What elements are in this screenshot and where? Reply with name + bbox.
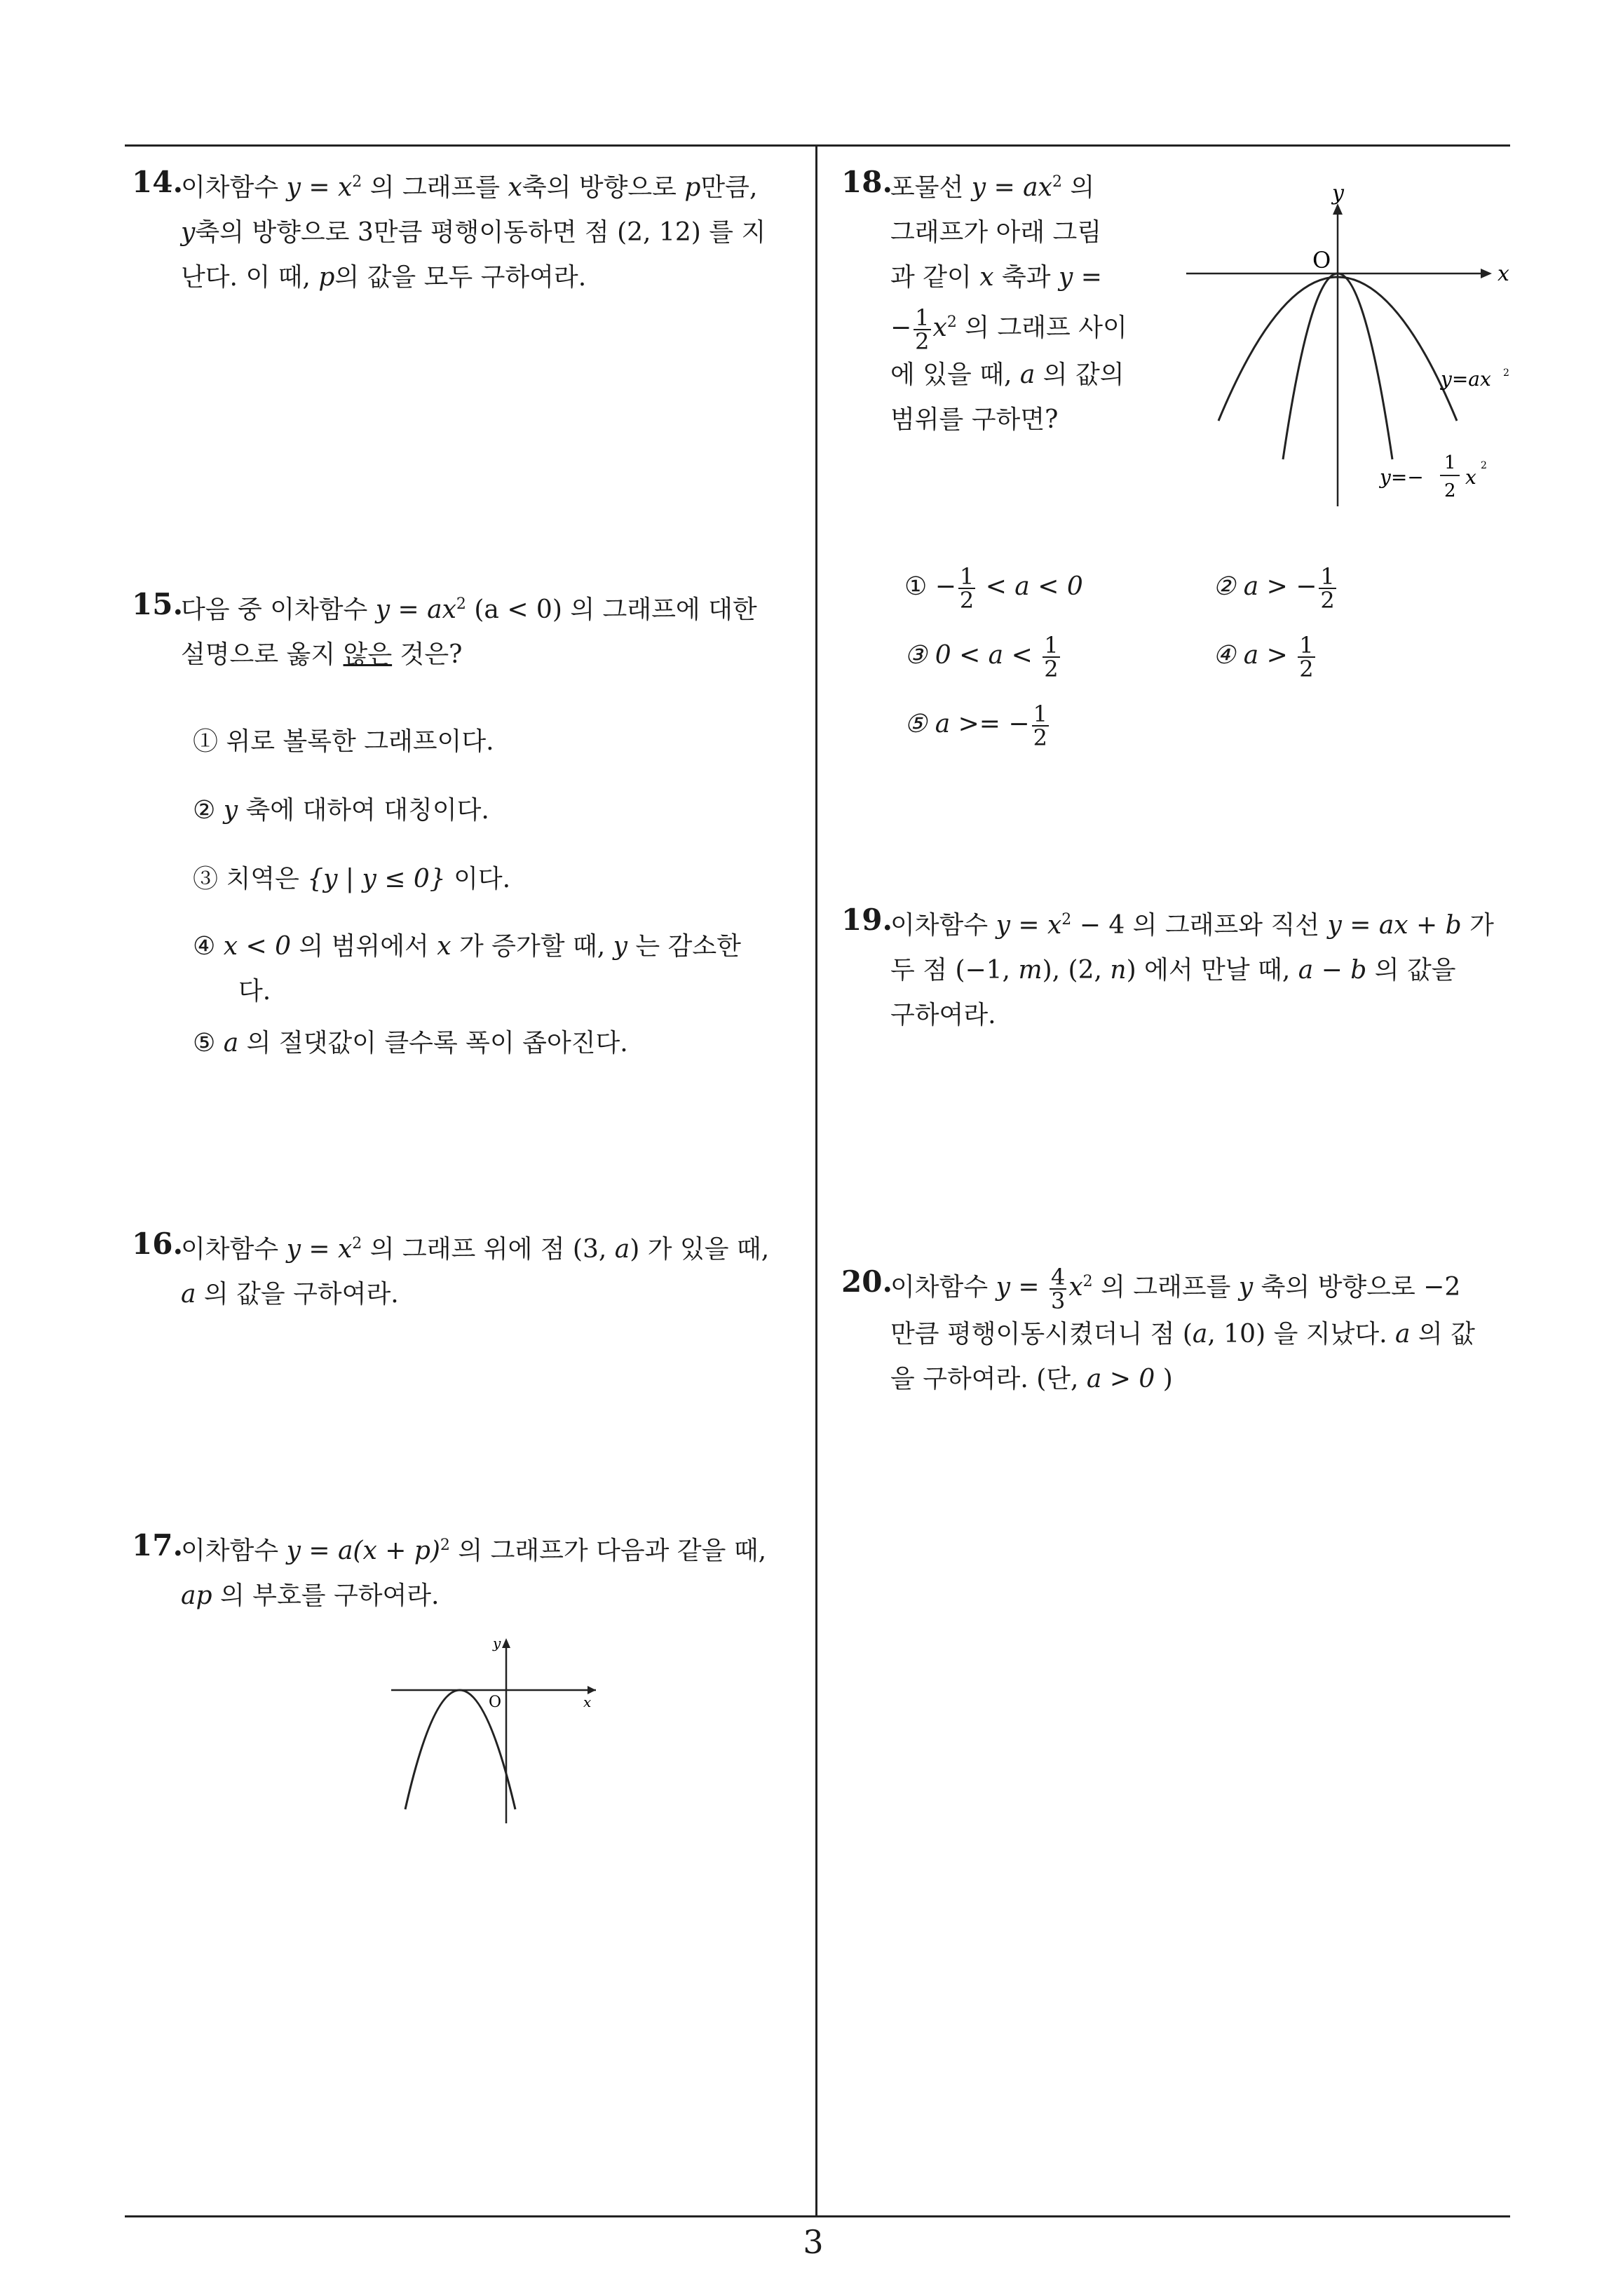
problem-text: 이차함수 $y = x^2 - 4$ 의 그래프와 직선 y = ax + b 가 두 점 (−1, m), (2, n) 에서 만날 때, a − b 의 값을 구하여라. — [890, 911, 1494, 1029]
fraction: $\frac{1}{2}$ — [1033, 701, 1047, 751]
curve-label-half-x: x — [1465, 466, 1476, 489]
y-label: y — [1332, 181, 1344, 205]
problem-number: 18. — [841, 165, 893, 199]
option-2: ② y 축에 대하여 대칭이다. — [193, 796, 489, 825]
option-1: ① 위로 볼록한 그래프이다. — [193, 727, 494, 756]
option-4-continued: 다. — [238, 977, 271, 1006]
origin-label: O — [1312, 247, 1331, 274]
option-5: ⑤ a >= − $\frac{1}{2}$ — [904, 701, 1047, 751]
fraction: $\frac{1}{2}$ — [1044, 632, 1059, 682]
curve-label-ax2: y=ax — [1441, 367, 1491, 391]
origin-label: O — [489, 1694, 502, 1711]
fraction: $\frac{4}{3}$ — [1050, 1264, 1066, 1314]
problem-20 — [841, 1260, 1514, 1402]
problem-16 — [132, 1222, 805, 1317]
option-4: ④ x < 0 의 범위에서 x 가 증가할 때, y 는 감소한 — [193, 932, 741, 961]
problem-text: 다음 중 이차함수 $y = ax^2$ (a < 0) 의 그래프에 대한 설명으로 옳지 않은 것은? — [181, 595, 757, 669]
problem-text: 이차함수 $y = x^2$ 의 그래프 위에 점 (3, a) 가 있을 때, a 의 값을 구하여라. — [181, 1235, 770, 1309]
fraction: $\frac{1}{2}$ — [1299, 632, 1314, 682]
fraction: $\frac{1}{2}$ — [1320, 563, 1335, 614]
option-5: ⑤ a 의 절댓값이 클수록 폭이 좁아진다. — [193, 1029, 628, 1058]
problem-number: 17. — [132, 1528, 184, 1562]
column-divider — [815, 144, 817, 2215]
problem-number: 20. — [841, 1264, 893, 1299]
problem-17 — [132, 1523, 805, 1619]
problem-number: 15. — [132, 587, 184, 621]
option-3: ③ 치역은 {y | y ≤ 0} 이다. — [193, 865, 511, 893]
problem-19 — [841, 898, 1514, 1038]
y-label: y — [493, 1635, 501, 1652]
problem-text: 포물선 $y = ax^2$ 의 그래프가 아래 그림 과 같이 x 축과 y = − $\frac{1}{2}$ $x^2$ 의 그래프 사이 에 있을 때, a 의 값의 범위를 구하면? — [890, 173, 1127, 434]
problem-17-graph — [386, 1634, 603, 1830]
option-2: ② a > − $\frac{1}{2}$ — [1213, 563, 1335, 614]
problem-18-graph — [1178, 175, 1521, 512]
option-4: ④ a > $\frac{1}{2}$ — [1213, 632, 1314, 682]
fraction: $\frac{1}{2}$ — [915, 304, 930, 355]
curve-label-half-num: 1 — [1444, 452, 1456, 473]
curve-label-half-den: 2 — [1444, 480, 1456, 501]
bottom-rule — [125, 2215, 1510, 2217]
problem-14 — [132, 160, 805, 300]
curve-label-half-exp: 2 — [1481, 460, 1487, 471]
problem-number: 19. — [841, 903, 893, 937]
option-1: ① − $\frac{1}{2}$ < a < 0 — [904, 563, 1083, 614]
curve-label-half-prefix: y=− — [1380, 466, 1424, 489]
problem-number: 14. — [132, 165, 184, 199]
x-axis-arrow — [1481, 269, 1492, 278]
problem-15 — [132, 582, 805, 677]
problem-18 — [841, 160, 1150, 443]
top-rule — [125, 144, 1510, 147]
problem-number: 16. — [132, 1227, 184, 1261]
fraction: $\frac{1}{2}$ — [959, 563, 975, 614]
curve-label-ax2-exp: 2 — [1503, 367, 1509, 379]
y-axis-arrow — [502, 1638, 510, 1648]
x-label: x — [1498, 262, 1509, 286]
problem-text: 이차함수 $y = x^2$ 의 그래프를 x축의 방향으로 p만큼, y축의 방향으로 3만큼 평행이동하면 점 (2, 12) 를 지 난다. 이 때, p의 값을 모두 구하여라. — [181, 173, 766, 292]
x-label: x — [583, 1694, 592, 1710]
problem-text: 이차함수 $y = a(x + p)^2$ 의 그래프가 다음과 같을 때, ap 의 부호를 구하여라. — [181, 1537, 767, 1610]
option-3: ③ 0 < a < $\frac{1}{2}$ — [904, 632, 1059, 682]
page-number: 3 — [803, 2223, 824, 2261]
problem-text: 이차함수 y = $\frac{4}{3}$ $x^2$ 의 그래프를 y 축의 방향으로 −2 만큼 평행이동시켰더니 점 (a, 10) 을 지났다. a 의 값 을 구하여라. (단, a > 0 ) — [890, 1264, 1475, 1393]
